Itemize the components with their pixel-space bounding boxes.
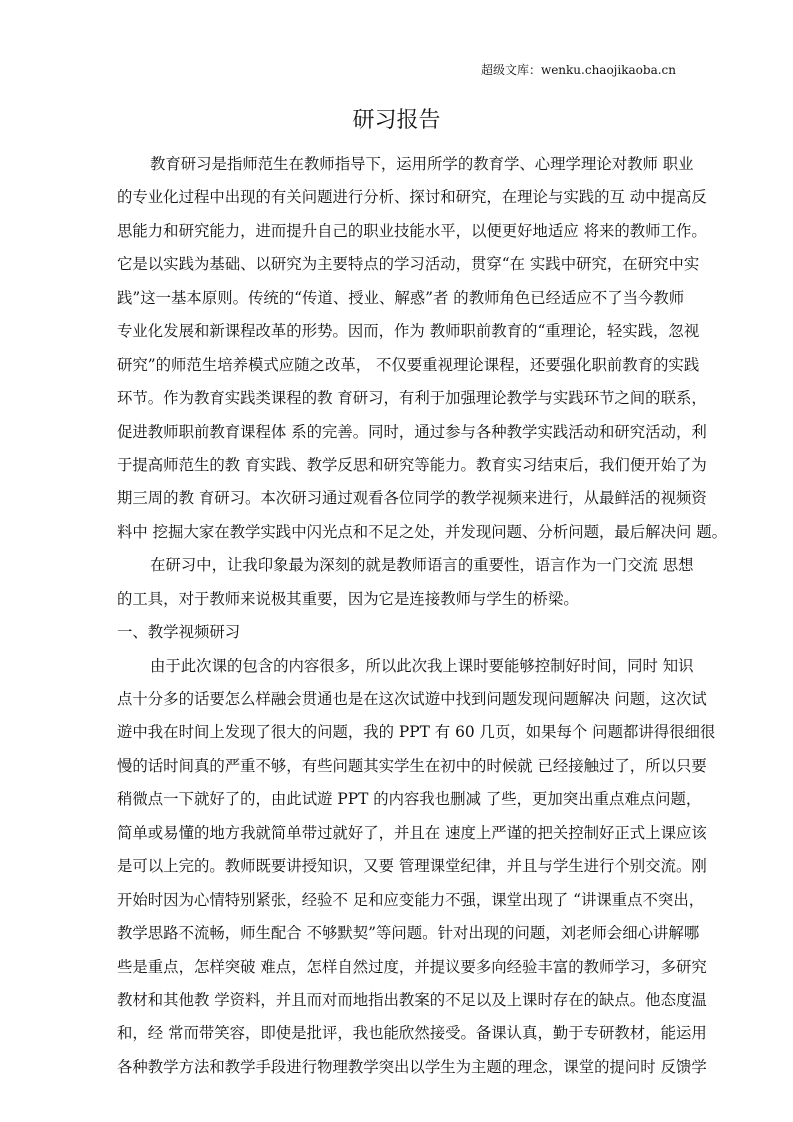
- text-line: 简单或易懂的地方我就简单带过就好了，并且在 速度上严谨的把关控制好正式上课应该: [117, 823, 707, 842]
- text-line: 由于此次课的包含的内容很多，所以此次我上课时要能够控制好时间，同时 知识: [150, 656, 694, 675]
- text-line: 各种教学方法和教学手段进行物理教学突出以学生为主题的理念，课堂的提问时 反馈学: [117, 1057, 707, 1076]
- text-line: 遊中我在时间上发现了很大的问题，我的 PPT 有 60 几页，如果每个 问题都讲得很细很: [117, 723, 716, 742]
- text-line: 践”这一基本原则。传统的“传道、授业、解惑”者 的教师角色已经适应不了当今教师: [117, 288, 685, 307]
- text-line: 促进教师职前教育课程体 系的完善。同时，通过参与各种教学实践活动和研究活动，利: [117, 422, 707, 441]
- text-line: 专业化发展和新课程改革的形势。因而，作为 教师职前教育的“重理论，轻实践，忽视: [117, 322, 700, 341]
- text-line: 环节。作为教育实践类课程的教 育研习，有利于加强理论教学与实践环节之间的联系，: [117, 389, 707, 408]
- text-line: 于提高师范生的教 育实践、教学反思和研究等能力。教育实习结束后，我们便开始了为: [117, 455, 707, 474]
- text-line: 和，经 常而带笑容，即使是批评，我也能欣然接受。备课认真，勤于专研教材，能运用: [117, 1024, 707, 1043]
- text-line: 教学思路不流畅，师生配合 不够默契”等问题。针对出现的问题，刘老师会细心讲解哪: [117, 924, 700, 943]
- text-line: 的专业化过程中出现的有关问题进行分析、探讨和研究，在理论与实践的互 动中提高反: [117, 188, 707, 207]
- text-line: 教育研习是指师范生在教师指导下，运用所学的教育学、心理学理论对教师 职业: [150, 155, 694, 173]
- text-line: 是可以上完的。教师既要讲授知识，又要 管理课堂纪律，并且与学生进行个别交流。刚: [117, 857, 707, 876]
- text-line: 在研习中，让我印象最为深刻的就是教师语言的重要性，语言作为一门交流 思想: [150, 556, 694, 575]
- text-line: 研究”的师范生培养模式应随之改革， 不仅要重视理论课程，还要强化职前教育的实践: [117, 355, 700, 374]
- text-line: 开始时因为心情特别紧张，经验不 足和应变能力不强，课堂出现了 “讲课重点不突出，: [117, 890, 705, 909]
- text-line: 思能力和研究能力，进而提升自己的职业技能水平，以便更好地适应 将来的教师工作。: [117, 221, 707, 240]
- text-line: 期三周的教 育研习。本次研习通过观看各位同学的教学视频来进行，从最鲜活的视频资: [117, 489, 707, 508]
- text-line: 些是重点，怎样突破 难点，怎样自然过度，并提议要多向经验丰富的教师学习，多研究: [117, 957, 707, 976]
- text-line: 点十分多的话要怎么样融会贯通也是在这次试遊中找到问题发现问题解决 问题，这次试: [117, 690, 707, 708]
- text-line: 料中 挖掘大家在教学实践中闪光点和不足之处，并发现问题、分析问题，最后解决问 题。: [117, 522, 728, 541]
- text-line: 稍微点一下就好了的，由此试遊 PPT 的内容我也删减 了些，更加突出重点难点问题，: [117, 790, 702, 809]
- section-heading: 一、教学视频研习: [117, 623, 241, 642]
- page-header-source: 超级文库：wenku.chaojikaoba.cn: [480, 63, 676, 77]
- text-line: 慢的话时间真的严重不够，有些问题其实学生在初中的时候就 已经接触过了，所以只要: [117, 756, 707, 775]
- text-line: 它是以实践为基础、以研究为主要特点的学习活动，贯穿“在 实践中研究，在研究中实: [117, 255, 700, 274]
- text-line: 教材和其他教 学资料，并且而对而地指出教案的不足以及上课时存在的缺点。他态度温: [117, 990, 707, 1009]
- document-title: 研习报告: [352, 108, 441, 133]
- document-body: [117, 148, 728, 1084]
- text-line: 的工具，对于教师来说极其重要，因为它是连接教师与学生的桥梁。: [117, 589, 579, 608]
